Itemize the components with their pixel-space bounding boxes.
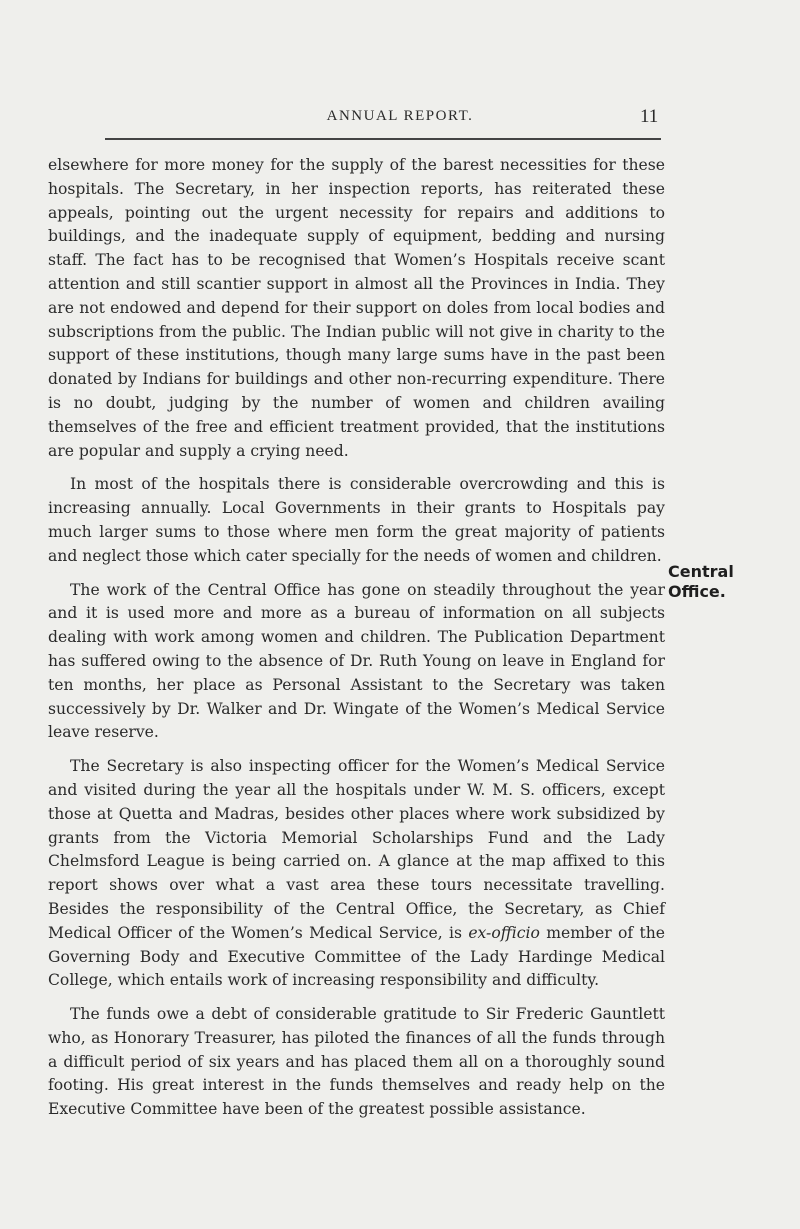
body-text — [48, 154, 665, 1132]
paragraph-treasurer: The funds owe a debt of considerable gratitude to Sir Frederic Gauntlett who, as Honorary Treasurer, has piloted the finances of all the funds through a difficult period of six years and has placed them all on a thoroughly sound footing. His great interest in the funds themselves and ready help on the Executive Committee have been of the greatest possible assistance. — [48, 1005, 665, 1119]
paragraph-overcrowding: In most of the hospitals there is considerable overcrowding and this is increasing annually. Local Governments in their grants to Hospitals pay much larger sums to those where men form the great majority of patients and neglect those which cater specially for the needs of women and children. — [48, 475, 665, 565]
page-number: 11 — [640, 106, 659, 127]
header-rule — [105, 138, 661, 140]
paragraph-inspection-text: The Secretary is also inspecting officer for the Women’s Medical Service and visited during the year all the hospitals under W. M. S. officers, except those at Quetta and Madras, besides other places where work subsidized by grants from the Victoria Memorial Scholarships Fund and the Lady Chelmsford League is being carried on. A glance at the map affixed to this report shows over what a vast area these tours necessitate travelling. Besides the responsibility of the Central Office, the Secretary, as Chief Medical Officer of the Women’s Medical Service, is — [48, 757, 665, 942]
ex-officio-term: ex-officio — [468, 923, 540, 942]
margin-note-line1: Central — [668, 562, 734, 581]
paragraph-hospital-funding: elsewhere for more money for the supply of the barest necessities for these hospitals. The Secretary, in her inspection reports, has reiterated these appeals, pointing out the urgent necessity for repairs and additions to buildings, and the inadequate supply of equipment, bedding and nursing staff. The fact has to be recognised that Women’s Hospitals receive scant attention and still scantier support in almost all the Provinces in India. They are not endowed and depend for their support on doles from local bodies and subscriptions from the public. The Indian public will not give in charity to the support of these institutions, though many large sums have in the past been donated by Indians for buildings and other non-recurring expenditure. There is no doubt, judging by the number of women and children availing themselves of the free and efficient treatment provided, that the institutions are popular and supply a crying need. — [48, 156, 665, 460]
paragraph-inspection — [48, 755, 665, 993]
margin-note-central-office — [668, 562, 788, 602]
margin-note-line2: Office. — [668, 582, 726, 601]
page-header — [0, 104, 800, 128]
running-title: ANNUAL REPORT. — [326, 108, 474, 124]
paragraph-central-office: The work of the Central Office has gone on steadily throughout the year and it is used more and more as a bureau of information on all subjects dealing with work among women and children. The Publication Department has suffered owing to the absence of Dr. Ruth Young on leave in England for ten months, her place as Personal Assistant to the Secretary was taken successively by Dr. Walker and Dr. Wingate of the Women’s Medical Service leave reserve. — [48, 580, 665, 742]
paragraph-inspection-text-end: member of the Governing Body and Executive Committee of the Lady Hardinge Medical College, which entails work of increasing responsibility and difficulty. — [48, 923, 665, 990]
